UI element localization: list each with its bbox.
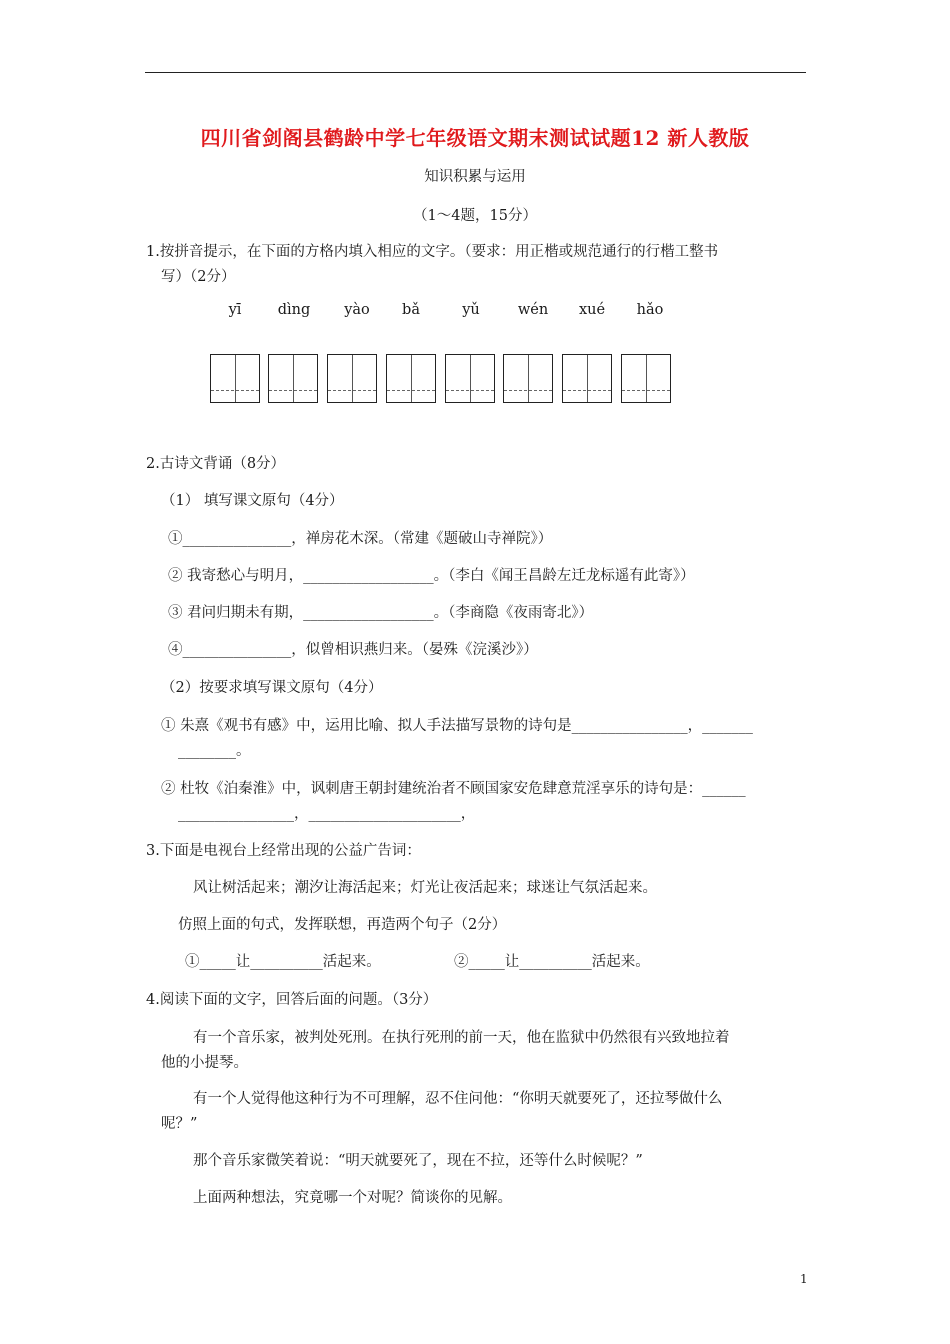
writing-box-6[interactable] bbox=[503, 354, 553, 403]
q3-heading: 3.下面是电视台上经常出现的公益广告词： bbox=[146, 843, 421, 859]
q4-p2-line2: 呢？” bbox=[161, 1116, 198, 1132]
page-number: 1 bbox=[800, 1272, 808, 1286]
q4-p2-line1: 有一个人觉得他这种行为不可理解，忍不住问他：“你明天就要死了，还拉琴做什么 bbox=[193, 1091, 723, 1107]
section-range: （1～4题，15分） bbox=[413, 208, 537, 224]
pinyin-4: bǎ bbox=[402, 302, 420, 318]
q4-p3: 那个音乐家微笑着说：“明天就要死了，现在不拉，还等什么时候呢？” bbox=[193, 1153, 643, 1169]
q2-item3: ③ 君问归期未有期，__________________。（李商隐《夜雨寄北》） bbox=[168, 605, 594, 621]
q2-item5-line2: ________。 bbox=[178, 743, 251, 759]
q2-item1: ①_______________，禅房花木深。（常建《题破山寺禅院》） bbox=[168, 531, 553, 547]
pinyin-7: xué bbox=[578, 302, 606, 318]
writing-box-1[interactable] bbox=[210, 354, 260, 403]
pinyin-3: yào bbox=[344, 302, 370, 318]
pinyin-6: wén bbox=[517, 302, 549, 318]
q2-item6-line1: ② 杜牧《泊秦淮》中，讽刺唐王朝封建统治者不顾国家安危肆意荒淫享乐的诗句是：______ bbox=[161, 781, 746, 797]
q3-example: 风让树活起来；潮汐让海活起来；灯光让夜活起来；球迷让气氛活起来。 bbox=[193, 880, 657, 896]
writing-box-2[interactable] bbox=[268, 354, 318, 403]
pinyin-2: dìng bbox=[277, 302, 311, 318]
q3-blank-1: ①_____让__________活起来。 bbox=[185, 954, 381, 970]
section-heading: 知识积累与运用 bbox=[424, 169, 526, 185]
q3-instruction: 仿照上面的句式，发挥联想，再造两个句子（2分） bbox=[178, 917, 507, 933]
q1-prompt-line2: 写）（2分） bbox=[161, 269, 236, 285]
q2-item6-line2: ________________，_____________________， bbox=[178, 806, 476, 822]
q2-heading: 2.古诗文背诵（8分） bbox=[146, 456, 286, 472]
pinyin-5: yǔ bbox=[462, 302, 480, 318]
q2-part2-heading: （2）按要求填写课文原句（4分） bbox=[161, 680, 383, 696]
q1-prompt-line1: 1.按拼音提示，在下面的方格内填入相应的文字。（要求：用正楷或规范通行的行楷工整书 bbox=[146, 244, 719, 260]
document-title: 四川省剑阁县鹤龄中学七年级语文期末测试试题12 新人教版 bbox=[200, 126, 750, 150]
header-rule bbox=[145, 72, 806, 73]
q2-part1-heading: （1） 填写课文原句（4分） bbox=[161, 493, 344, 509]
q2-item4: ④_______________，似曾相识燕归来。（晏殊《浣溪沙》） bbox=[168, 642, 538, 658]
q4-p1-line2: 他的小提琴。 bbox=[161, 1055, 248, 1071]
writing-box-7[interactable] bbox=[562, 354, 612, 403]
q4-heading: 4.阅读下面的文字，回答后面的问题。（3分） bbox=[146, 992, 438, 1008]
pinyin-8: hǎo bbox=[636, 302, 664, 318]
q2-item5-line1: ① 朱熹《观书有感》中，运用比喻、拟人手法描写景物的诗句是________________，_______ bbox=[161, 718, 753, 734]
q4-p4: 上面两种想法，究竟哪一个对呢？简谈你的见解。 bbox=[193, 1190, 512, 1206]
q2-item2: ② 我寄愁心与明月，__________________。（李白《闻王昌龄左迁龙标遥有此寄》） bbox=[168, 568, 695, 584]
q3-blank-2: ②_____让__________活起来。 bbox=[454, 954, 650, 970]
writing-box-8[interactable] bbox=[621, 354, 671, 403]
writing-box-4[interactable] bbox=[386, 354, 436, 403]
writing-box-3[interactable] bbox=[327, 354, 377, 403]
pinyin-1: yī bbox=[228, 302, 242, 318]
writing-box-5[interactable] bbox=[445, 354, 495, 403]
q4-p1-line1: 有一个音乐家，被判处死刑。在执行死刑的前一天，他在监狱中仍然很有兴致地拉着 bbox=[193, 1030, 730, 1046]
